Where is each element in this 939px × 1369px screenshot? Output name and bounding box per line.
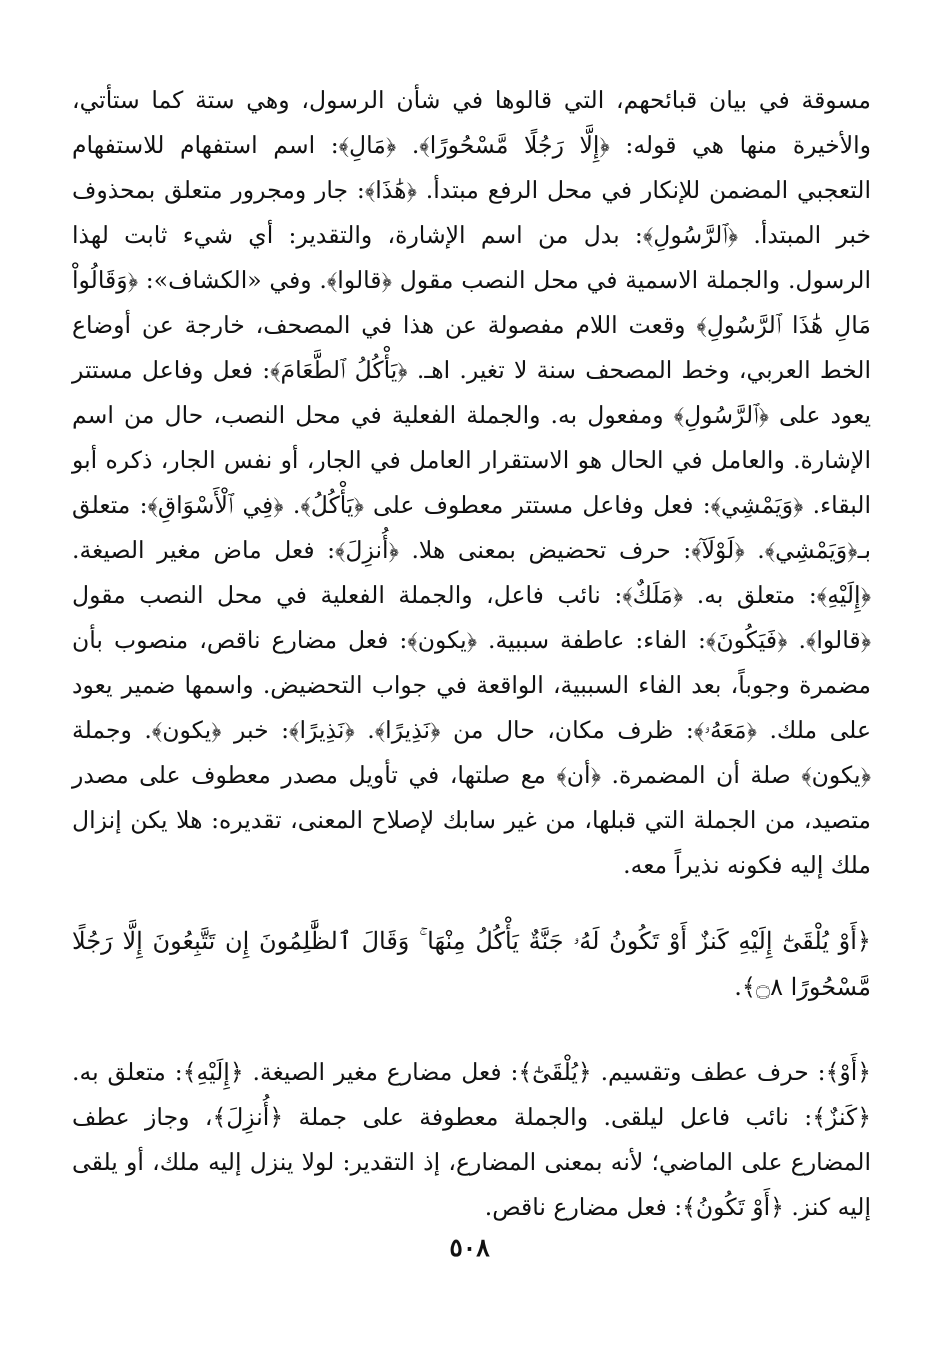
page-number: ٥٠٨	[449, 1233, 490, 1262]
tafsir-paragraph-2: ﴿أَوْ﴾: حرف عطف وتقسيم. ﴿يُلْقَىٰٓ﴾: فعل مضارع مغير الصيغة. ﴿إِلَيْهِ﴾: متعلق به. ﴿كَنزٌ﴾: نائب فاعل ليلقى. والجملة معطوفة على جملة ﴿أُنزِلَ﴾، وجاز عطف المضارع على الماضي؛ لأنه بمعنى المضارع، إذ التقدير: لولا ينزل إليه ملك، أو يلقى إليه كنز. ﴿أَوْ تَكُونُ﴾: فعل مضارع ناقص.	[72, 1058, 871, 1221]
quran-verse: ﴿أَوْ يُلْقَىٰٓ إِلَيْهِ كَنزٌ أَوْ تَكُونُ لَهُۥ جَنَّةٌ يَأْكُلُ مِنْهَا ۚ وَقَالَ ٱلظَّٰلِمُونَ إِن تَتَّبِعُونَ إِلَّا رَجُلًا مَّسْحُورًا ۝٨﴾.	[72, 927, 871, 1001]
tafsir-paragraph-1: مسوقة في بيان قبائحهم، التي قالوها في شأن الرسول، وهي ستة كما ستأتي، والأخيرة منها هي قوله: ﴿إِلَّا رَجُلًا مَّسْحُورًا﴾. ﴿مَالِ﴾: اسم استفهام للاستفهام التعجبي المضمن للإنكار في محل الرفع مبتدأ. ﴿هَٰذَا﴾: جار ومجرور متعلق بمحذوف خبر المبتدأ. ﴿ٱلرَّسُولِ﴾: بدل من اسم الإشارة، والتقدير: أي شيء ثابت لهذا الرسول. والجملة الاسمية في محل النصب مقول ﴿قالوا﴾. وفي «الكشاف»: ﴿وَقَالُواْ مَالِ هَٰذَا ٱلرَّسُولِ﴾ وقعت اللام مفصولة عن هذا في المصحف، خارجة عن أوضاع الخط العربي، وخط المصحف سنة لا تغير. اهـ. ﴿يَأْكُلُ ٱلطَّعَامَ﴾: فعل وفاعل مستتر يعود على ﴿ٱلرَّسُولِ﴾ ومفعول به. والجملة الفعلية في محل النصب، حال من اسم الإشارة. والعامل في الحال هو الاستقرار العامل في الجار، أو نفس الجار، ذكره أبو البقاء. ﴿وَيَمْشِي﴾: فعل وفاعل مستتر معطوف على ﴿يَأْكُلُ﴾. ﴿فِي ٱلْأَسْوَاقِ﴾: متعلق بـ﴿وَيَمْشِي﴾. ﴿لَوْلَآ﴾: حرف تحضيض بمعنى هلا. ﴿أُنزِلَ﴾: فعل ماض مغير الصيغة. ﴿إِلَيْهِ﴾: متعلق به. ﴿مَلَكٌ﴾: نائب فاعل، والجملة الفعلية في محل النصب مقول ﴿قالوا﴾. ﴿فَيَكُونَ﴾: الفاء: عاطفة سببية. ﴿يكون﴾: فعل مضارع ناقص، منصوب بأن مضمرة وجوباً، بعد الفاء السببية، الواقعة في جواب التحضيض. واسمها ضمير يعود على ملك. ﴿مَعَهُۥ﴾: ظرف مكان، حال من ﴿نَذِيرًا﴾. ﴿نَذِيرًا﴾: خبر ﴿يكون﴾. وجملة ﴿يكون﴾ صلة أن المضمرة. ﴿أن﴾ مع صلتها، في تأويل مصدر معطوف على مصدر متصيد، من الجملة التي قبلها، من غير سابك لإصلاح المعنى، تقديره: هلا يكن إنزال ملك إليه فكونه نذيراً معه.	[72, 86, 871, 879]
